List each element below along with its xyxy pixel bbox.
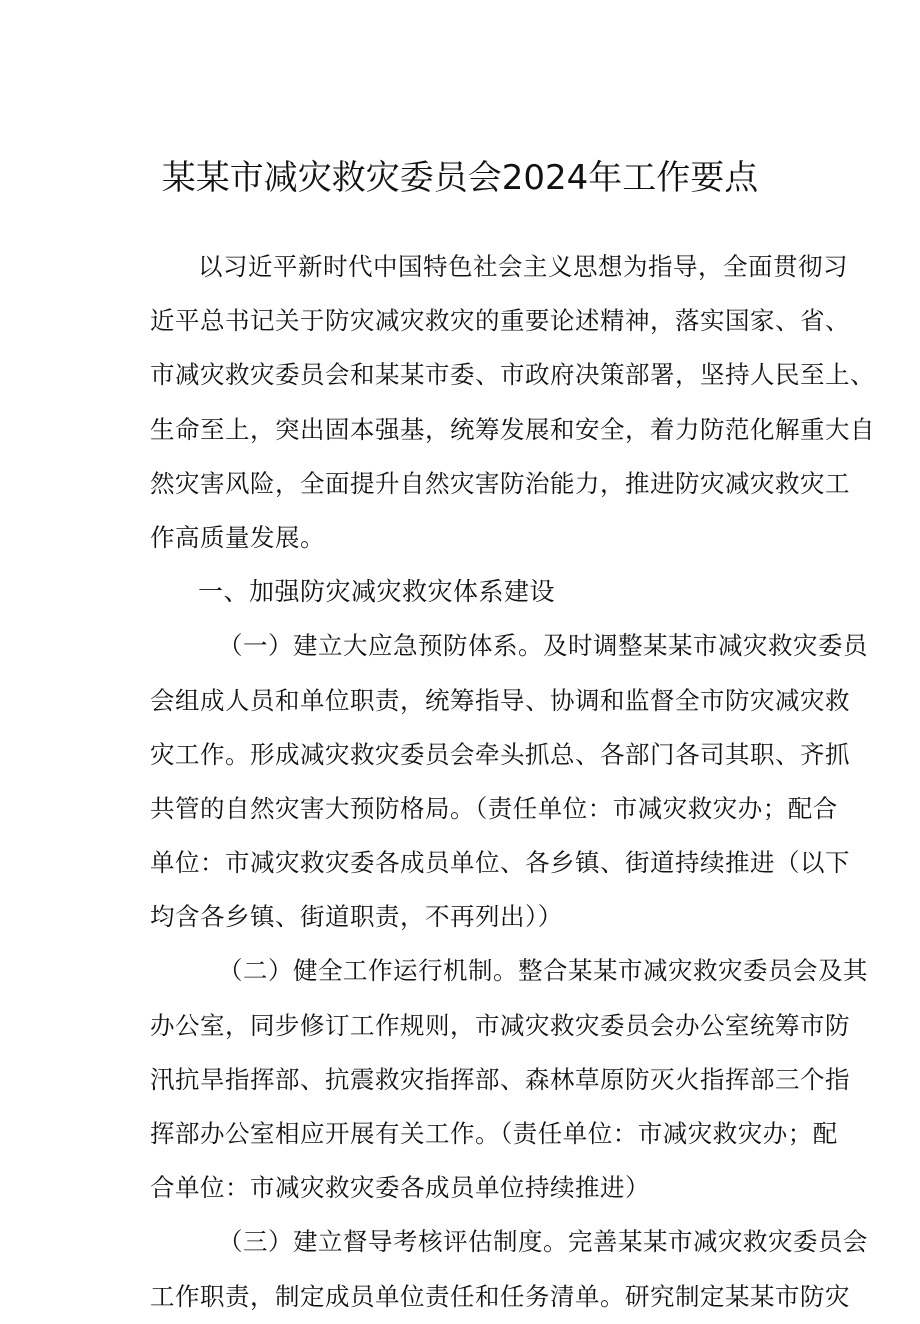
text-line: 市减灾救灾委员会和某某市委、市政府决策部署，坚持人民至上、 [150, 360, 875, 390]
section-heading: 一、加强防灾减灾救灾体系建设 [198, 577, 556, 607]
text-line: 合单位：市减灾救灾委各成员单位持续推进） [150, 1173, 650, 1203]
item-paragraph-3 [150, 1215, 868, 1323]
item-paragraph-1 [150, 619, 868, 944]
text-line: 会组成人员和单位职责，统筹指导、协调和监督全市防灾减灾救 [150, 685, 850, 715]
text-line: 办公室，同步修订工作规则，市减灾救灾委员会办公室统筹市防 [150, 1010, 850, 1040]
text-line: 工作职责，制定成员单位责任和任务清单。研究制定某某市防灾 [150, 1281, 850, 1311]
text-line: 均含各乡镇、街道职责，不再列出）） [150, 902, 563, 932]
document-title: 某某市减灾救灾委员会2024年工作要点 [161, 158, 759, 198]
text-line: 作高质量发展。 [150, 522, 325, 552]
text-line: 单位：市减灾救灾委各成员单位、各乡镇、街道持续推进（以下 [150, 848, 850, 878]
intro-paragraph [150, 240, 875, 565]
item-paragraph-2 [150, 944, 868, 1215]
document-body [150, 240, 875, 1324]
text-line: 共管的自然灾害大预防格局。（责任单位：市减灾救灾办；配合 [150, 793, 838, 823]
text-line: （二）健全工作运行机制。整合某某市减灾救灾委员会及其 [218, 956, 868, 986]
text-line: 灾工作。形成减灾救灾委员会牵头抓总、各部门各司其职、齐抓 [150, 739, 850, 769]
text-line: 然灾害风险，全面提升自然灾害防治能力，推进防灾减灾救灾工 [150, 468, 850, 498]
text-line: 以习近平新时代中国特色社会主义思想为指导，全面贯彻习 [198, 252, 848, 281]
text-line: （一）建立大应急预防体系。及时调整某某市减灾救灾委员 [218, 631, 868, 661]
text-line: （三）建立督导考核评估制度。完善某某市减灾救灾委员会 [218, 1227, 868, 1257]
text-line: 汛抗旱指挥部、抗震救灾指挥部、森林草原防灭火指挥部三个指 [150, 1064, 850, 1094]
text-line: 近平总书记关于防灾减灾救灾的重要论述精神，落实国家、省、 [150, 306, 850, 336]
text-line: 挥部办公室相应开展有关工作。（责任单位：市减灾救灾办；配 [150, 1119, 838, 1148]
text-line: 生命至上，突出固本强基，统筹发展和安全，着力防范化解重大自 [150, 414, 875, 444]
